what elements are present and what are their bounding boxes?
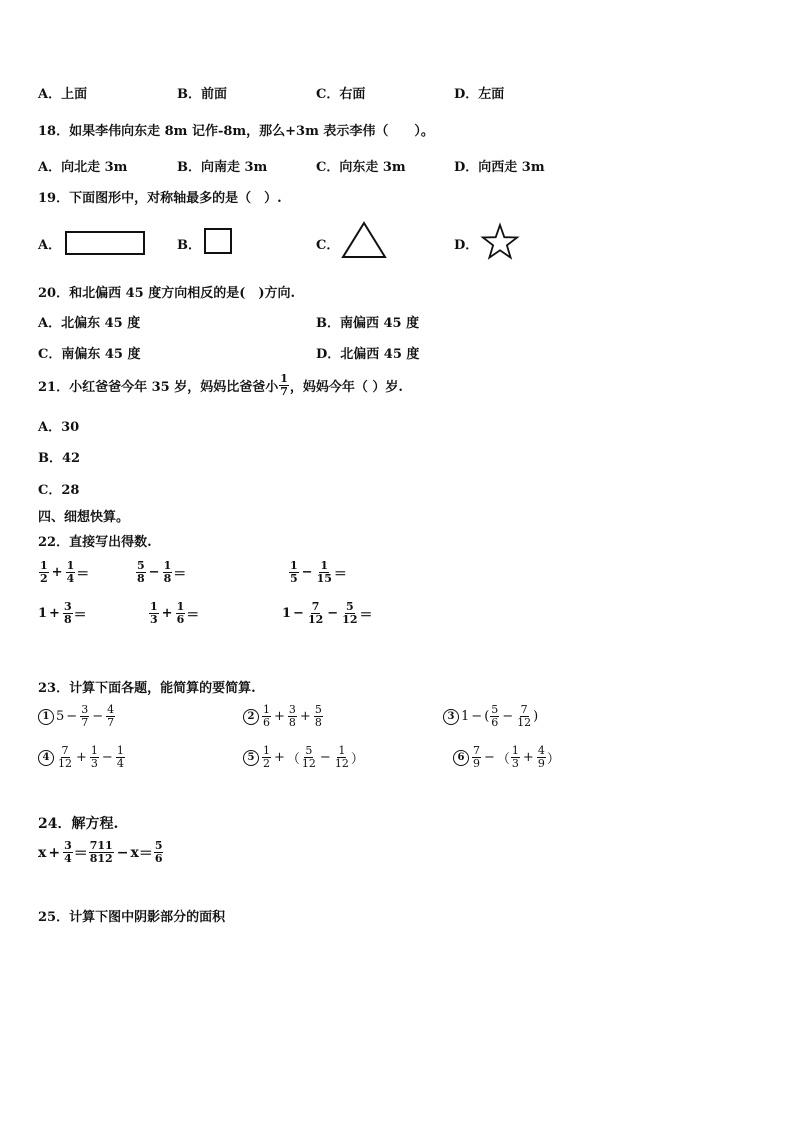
q18-question: 18．如果李伟向东走 8m 记作-8m，那么+3m 表示李伟（ ）。	[38, 124, 434, 139]
square-shape	[204, 228, 232, 254]
q19-option-d[interactable]: D．	[454, 238, 479, 253]
circle-number-4: 4	[38, 750, 54, 766]
q24-question: 24．解方程.	[38, 816, 119, 832]
q19-option-b[interactable]: B．	[177, 238, 201, 253]
q20-option-b[interactable]: B．南偏西 45 度	[316, 316, 420, 331]
q17-option-d[interactable]: D．左面	[454, 87, 505, 102]
circle-number-1: 1	[38, 709, 54, 725]
circle-number-2: 2	[243, 709, 259, 725]
q19-option-c[interactable]: C．	[316, 238, 340, 253]
q19-question: 19．下面图形中，对称轴最多的是（ ）.	[38, 191, 282, 206]
q23-expr-3: 3 1 − ( $\frac{5}{6}$ − $\frac{7}{12}$ )	[443, 704, 538, 729]
q21-fraction: $\frac{1}{7}$	[280, 372, 288, 398]
q22-expr-2: $\frac{5}{8}$ − $\frac{1}{8}$ ＝	[137, 559, 187, 585]
q22-expr-4: 1 + $\frac{3}{8}$ ＝	[38, 600, 87, 626]
q18-option-b[interactable]: B．向南走 3m	[177, 160, 268, 175]
circle-number-6: 6	[453, 750, 469, 766]
q17-option-b[interactable]: B．前面	[177, 87, 227, 102]
q21-question-post: ，妈妈今年（ ）岁.	[289, 380, 403, 395]
q20-question: 20．和北偏西 45 度方向相反的是( )方向.	[38, 286, 296, 301]
q19-option-a[interactable]: A．	[38, 238, 62, 253]
q17-option-a[interactable]: A．上面	[38, 87, 88, 102]
q21-question-pre: 21．小红爸爸今年 35 岁，妈妈比爸爸小	[38, 380, 279, 395]
q21-option-c[interactable]: C．28	[38, 483, 80, 498]
rectangle-shape	[65, 231, 145, 255]
q23-expr-1: 1 5 − $\frac{3}{7}$ − $\frac{4}{7}$	[38, 704, 116, 729]
q20-option-c[interactable]: C．南偏东 45 度	[38, 347, 141, 362]
circle-number-5: 5	[243, 750, 259, 766]
q23-expr-5: 5 $\frac{1}{2}$ + （ $\frac{5}{12}$ − $\frac{1}{12}$ ）	[243, 745, 364, 770]
q22-expr-1: $\frac{1}{2}$ + $\frac{1}{4}$ ＝	[40, 559, 90, 585]
triangle-shape	[340, 220, 388, 260]
q18-option-c[interactable]: C．向东走 3m	[316, 160, 406, 175]
q23-expr-2: 2 $\frac{1}{6}$ + $\frac{3}{8}$ + $\frac{5}{8}$	[243, 704, 324, 729]
q22-question: 22．直接写出得数.	[38, 535, 152, 550]
q25-question: 25．计算下图中阴影部分的面积	[38, 910, 226, 925]
star-shape	[480, 222, 520, 262]
q20-option-d[interactable]: D．北偏西 45 度	[316, 347, 420, 362]
q24-equation: x + $\frac{3}{4}$ ＝ $\frac{711}{812}$ − x ＝ $\frac{5}{6}$	[38, 839, 163, 865]
section-4-heading: 四、细想快算。	[38, 510, 130, 525]
q22-expr-5: $\frac{1}{3}$ + $\frac{1}{6}$ ＝	[150, 600, 200, 626]
q23-expr-4: 4 $\frac{7}{12}$ + $\frac{1}{3}$ − $\frac{1}{4}$	[38, 745, 126, 770]
circle-number-3: 3	[443, 709, 459, 725]
q17-option-c[interactable]: C．右面	[316, 87, 366, 102]
q18-option-a[interactable]: A．向北走 3m	[38, 160, 128, 175]
q22-expr-3: $\frac{1}{5}$ − $\frac{1}{15}$ ＝	[290, 559, 347, 585]
q20-option-a[interactable]: A．北偏东 45 度	[38, 316, 141, 331]
q22-expr-6: 1 − $\frac{7}{12}$ − $\frac{5}{12}$ ＝	[282, 600, 373, 626]
q21-option-a[interactable]: A．30	[38, 420, 80, 435]
q23-expr-6: 6 $\frac{7}{9}$ − （ $\frac{1}{3}$ + $\frac{4}{9}$ ）	[453, 745, 560, 770]
q23-question: 23．计算下面各题，能简算的要简算.	[38, 681, 256, 696]
q21-question	[38, 373, 403, 398]
q18-option-d[interactable]: D．向西走 3m	[454, 160, 545, 175]
q21-option-b[interactable]: B．42	[38, 451, 81, 466]
